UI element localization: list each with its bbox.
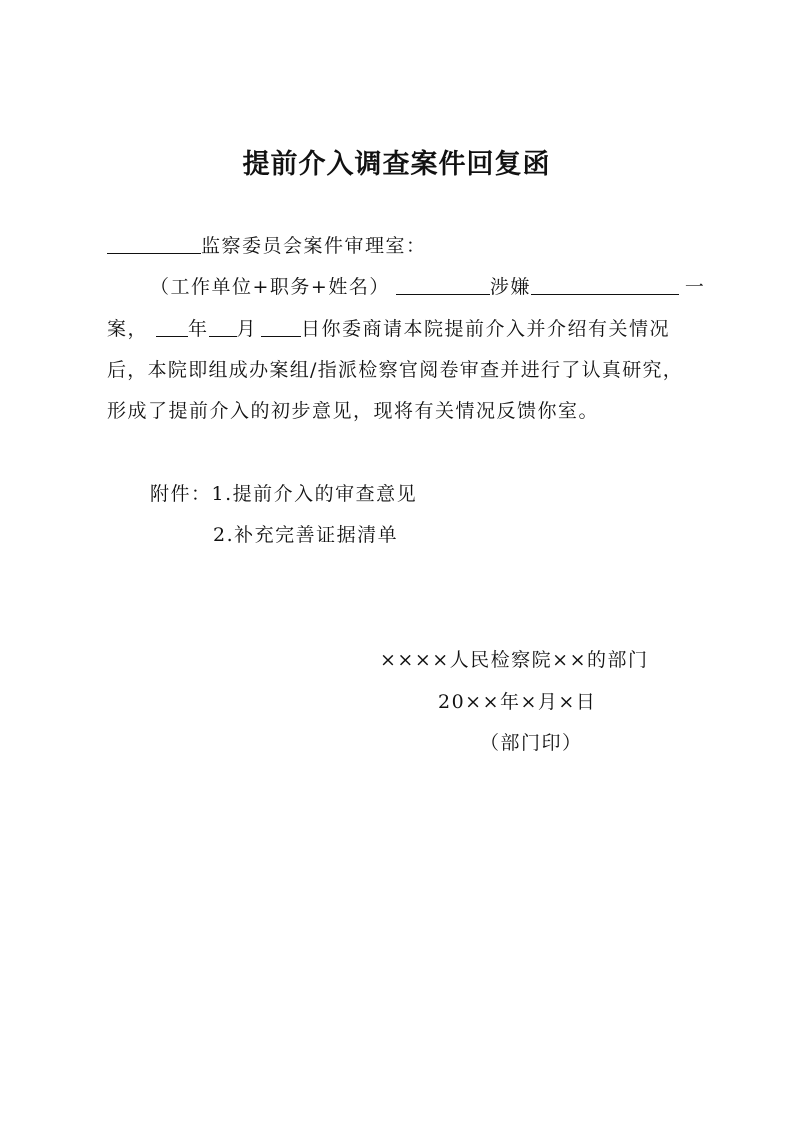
body-line-3: 后，本院即组成办案组/指派检察官阅卷审查并进行了认真研究， — [107, 359, 684, 381]
attachment-item-1: 1.提前介入的审查意见 — [211, 483, 418, 505]
department-seal: （部门印） — [480, 732, 583, 754]
body-line-4: 形成了提前介入的初步意见，现将有关情况反馈你室。 — [107, 400, 600, 422]
signature-date: 20××年×月×日 — [438, 691, 597, 713]
salutation-line — [107, 233, 427, 258]
signature-org: ××××人民检察院××的部门 — [380, 649, 649, 671]
month-label: 月 — [236, 318, 258, 340]
attachment-line-1 — [150, 482, 417, 506]
year-blank — [156, 316, 188, 337]
attachment-label: 附件： — [150, 483, 212, 505]
charge-blank — [531, 274, 679, 295]
case-text: 案， — [107, 318, 149, 340]
month-blank — [209, 316, 237, 337]
body-line-1 — [150, 274, 705, 299]
recipient-name-blank — [107, 233, 201, 254]
attachment-item-2: 2.补充完善证据清单 — [213, 524, 399, 546]
line2-rest: 日你委商请本院提前介入并介绍有关情况 — [301, 318, 671, 340]
day-blank — [261, 316, 301, 337]
body-line-2 — [107, 316, 670, 341]
recipient-text: 监察委员会案件审理室： — [201, 235, 427, 257]
line1-suffix: 一 — [684, 276, 706, 298]
year-label: 年 — [188, 318, 209, 340]
document-title: 提前介入调查案件回复函 — [242, 149, 551, 180]
subject-identity-text: （工作单位+职务+姓名） — [150, 276, 390, 298]
suspected-text: 涉嫌 — [489, 276, 531, 298]
subject-name-blank — [396, 274, 490, 295]
